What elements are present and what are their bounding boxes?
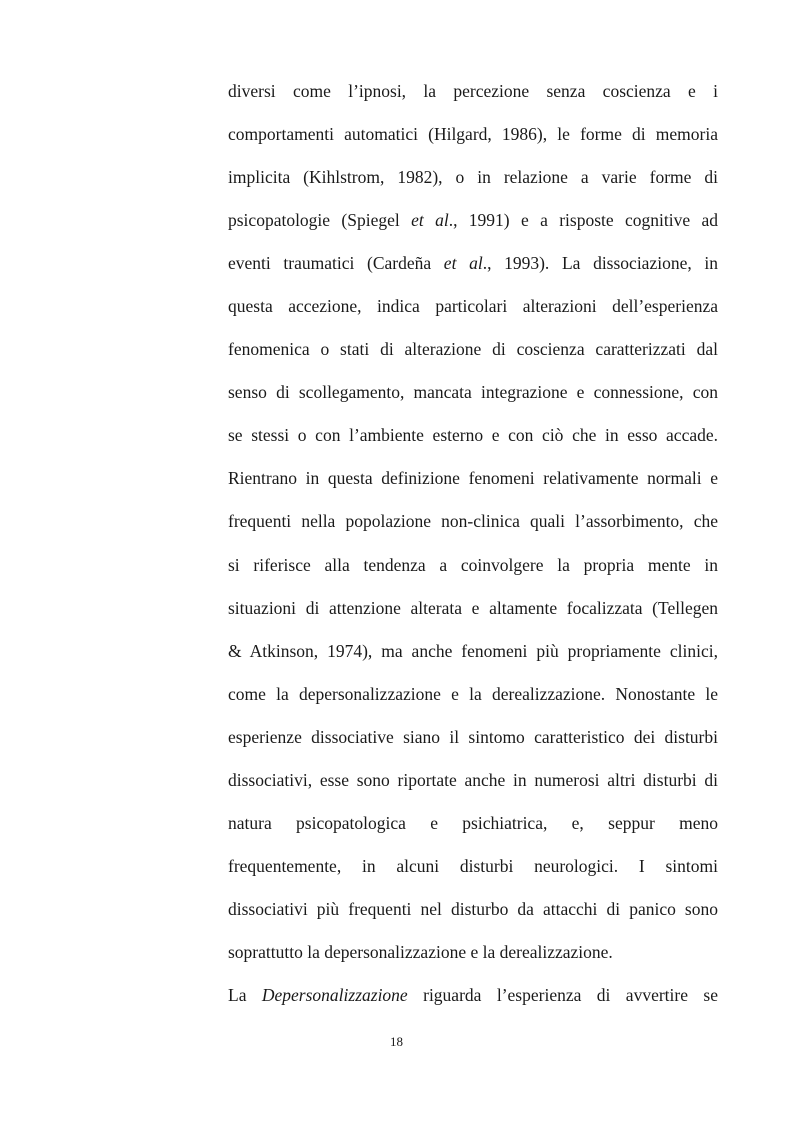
- text-line: comportamenti automatici (Hilgard, 1986), le forme di memoria: [228, 124, 718, 145]
- text-line: come la depersonalizzazione e la derealizzazione. Nonostante le: [228, 683, 718, 704]
- text-line: senso di scollegamento, mancata integrazione e connessione, con: [228, 382, 718, 403]
- text-line: questa accezione, indica particolari alterazioni dell’esperienza: [228, 296, 718, 317]
- text-line: psicopatologie (Spiegel et al., 1991) e a risposte cognitive ad: [228, 210, 718, 231]
- text-line: frequentemente, in alcuni disturbi neurologici. I sintomi: [228, 855, 718, 876]
- text-line: natura psicopatologica e psichiatrica, e, seppur meno: [228, 812, 718, 833]
- text-line: esperienze dissociative siano il sintomo caratteristico dei disturbi: [228, 726, 718, 747]
- text-line: La Depersonalizzazione riguarda l’esperienza di avvertire se: [228, 984, 718, 1005]
- text-line: situazioni di attenzione alterata e altamente focalizzata (Tellegen: [228, 597, 718, 618]
- text-line: dissociativi, esse sono riportate anche in numerosi altri disturbi di: [228, 769, 718, 790]
- text-line: & Atkinson, 1974), ma anche fenomeni più propriamente clinici,: [228, 640, 718, 661]
- text-line-paragraph-end: soprattutto la depersonalizzazione e la derealizzazione.: [228, 941, 613, 962]
- text-line: si riferisce alla tendenza a coinvolgere la propria mente in: [228, 554, 718, 575]
- text-line: eventi traumatici (Cardeña et al., 1993). La dissociazione, in: [228, 253, 718, 274]
- text-line: Rientrano in questa definizione fenomeni relativamente normali e: [228, 468, 718, 489]
- text-line: diversi come l’ipnosi, la percezione senza coscienza e i: [228, 81, 718, 101]
- page-number: 18: [390, 1034, 403, 1049]
- text-line: se stessi o con l’ambiente esterno e con ciò che in esso accade.: [228, 425, 718, 446]
- text-line: frequenti nella popolazione non-clinica quali l’assorbimento, che: [228, 511, 718, 532]
- body-text: [228, 70, 718, 1017]
- text-line: implicita (Kihlstrom, 1982), o in relazione a varie forme di: [228, 167, 718, 188]
- text-line: dissociativi più frequenti nel disturbo da attacchi di panico sono: [228, 898, 718, 919]
- text-line: fenomenica o stati di alterazione di coscienza caratterizzati dal: [228, 339, 718, 360]
